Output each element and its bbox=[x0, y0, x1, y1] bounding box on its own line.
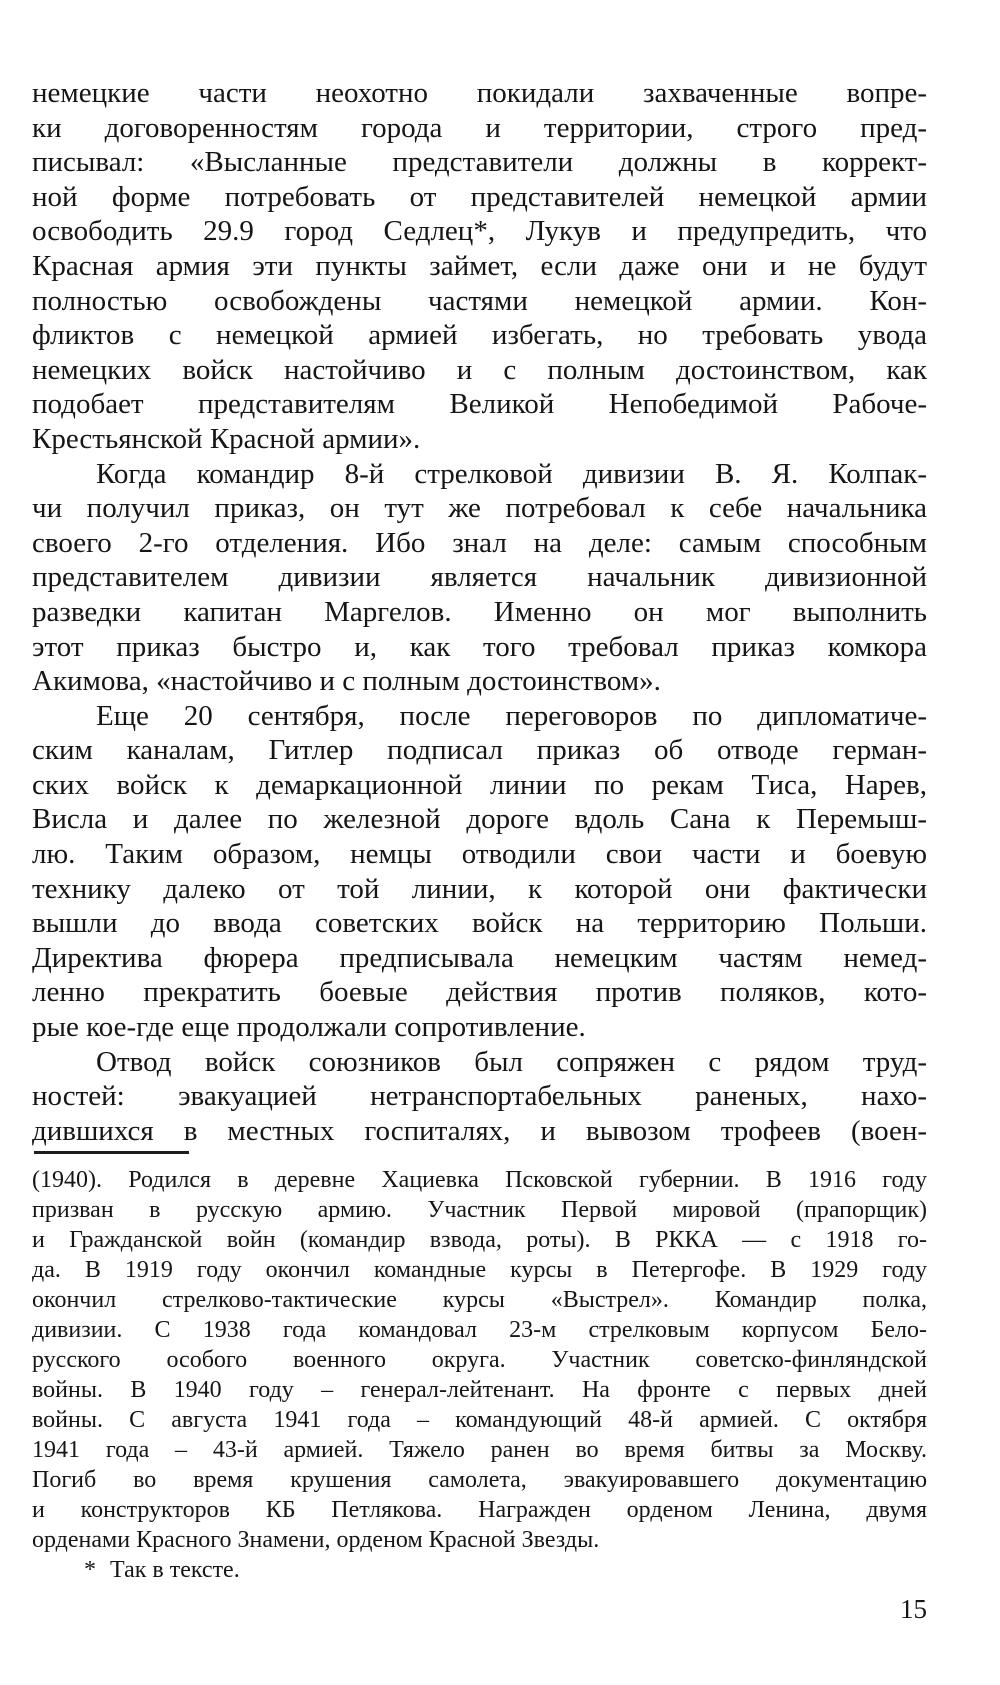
footnote-text bbox=[32, 1165, 927, 1585]
footnote-line: войны. С августа 1941 года – командующий 48-й армией. С октября bbox=[32, 1407, 927, 1433]
text-line: Директива фюрера предписывала немецким частям немед- bbox=[32, 941, 927, 974]
text-line: подобает представителям Великой Непобедимой Рабоче- bbox=[32, 388, 927, 421]
text-line: разведки капитан Маргелов. Именно он мог выполнить bbox=[32, 595, 927, 628]
paragraph bbox=[32, 1045, 927, 1149]
footnote-line: русского особого военного округа. Участник советско-финляндской bbox=[32, 1347, 927, 1373]
footnote-asterisk: * bbox=[84, 1557, 96, 1583]
text-line: Красная армия эти пункты займет, если даже они и не будут bbox=[32, 249, 927, 282]
text-line: дившихся в местных госпиталях, и вывозом трофеев (воен- bbox=[32, 1114, 927, 1147]
text-line: рые кое-где еще продолжали сопротивление. bbox=[32, 1011, 586, 1044]
text-line: Отвод войск союзников был сопряжен с рядом труд- bbox=[96, 1045, 927, 1078]
footnote-line: да. В 1919 году окончил командные курсы в Петергофе. В 1929 году bbox=[32, 1257, 927, 1283]
footnote-line: призван в русскую армию. Участник Первой мировой (прапорщик) bbox=[32, 1197, 927, 1223]
text-line: лю. Таким образом, немцы отводили свои части и боевую bbox=[32, 838, 927, 871]
text-line: Висла и далее по железной дороге вдоль Сана к Перемыш- bbox=[32, 803, 927, 836]
body-text bbox=[32, 76, 927, 1148]
footnote-line: и конструкторов КБ Петлякова. Награжден орденом Ленина, двумя bbox=[32, 1497, 927, 1523]
text-line: полностью освобождены частями немецкой армии. Кон- bbox=[32, 284, 927, 317]
text-line: своего 2-го отделения. Ибо знал на деле: самым способным bbox=[32, 526, 927, 559]
footnote-line: войны. В 1940 году – генерал-лейтенант. На фронте с первых дней bbox=[32, 1377, 927, 1403]
text-line: Когда командир 8-й стрелковой дивизии В. Я. Колпак- bbox=[96, 457, 927, 490]
text-line: вышли до ввода советских войск на территорию Польши. bbox=[32, 907, 927, 940]
text-line: ностей: эвакуацией нетранспортабельных раненых, нахо- bbox=[32, 1080, 927, 1113]
footnote-line: орденами Красного Знамени, орденом Красной Звезды. bbox=[32, 1527, 600, 1553]
text-line: фликтов с немецкой армией избегать, но требовать увода bbox=[32, 319, 927, 352]
footnote-line: окончил стрелково-тактические курсы «Выстрел». Командир полка, bbox=[32, 1287, 927, 1313]
text-line: технику далеко от той линии, к которой они фактически bbox=[32, 872, 927, 905]
text-line: ских войск к демаркационной линии по рекам Тиса, Нарев, bbox=[32, 768, 927, 801]
text-line: немецкие части неохотно покидали захваченные вопре- bbox=[32, 77, 927, 109]
paragraph bbox=[32, 699, 927, 1045]
footnote-line: дивизии. С 1938 года командовал 23-м стрелковым корпусом Бело- bbox=[32, 1317, 927, 1343]
text-line: чи получил приказ, он тут же потребовал к себе начальника bbox=[32, 492, 927, 525]
page-number: 15 bbox=[900, 1594, 927, 1624]
text-line: представителем дивизии является начальник дивизионной bbox=[32, 561, 927, 594]
text-line: ной форме потребовать от представителей немецкой армии bbox=[32, 180, 927, 213]
text-line: писывал: «Высланные представители должны в коррект- bbox=[32, 146, 927, 179]
footnote-note-text: Так в тексте. bbox=[110, 1557, 240, 1583]
footnote-note bbox=[32, 1555, 927, 1585]
text-line: Акимова, «настойчиво и с полным достоинством». bbox=[32, 665, 661, 698]
footnote-separator bbox=[34, 1151, 189, 1154]
text-line: Крестьянской Красной армии». bbox=[32, 422, 421, 455]
footnote-line: (1940). Родился в деревне Хациевка Псковской губернии. В 1916 году bbox=[32, 1167, 927, 1193]
paragraph bbox=[32, 457, 927, 699]
footnote-line: 1941 года – 43-й армией. Тяжело ранен во время битвы за Москву. bbox=[32, 1437, 927, 1463]
text-line: Еще 20 сентября, после переговоров по дипломатиче- bbox=[96, 699, 927, 732]
paragraph bbox=[32, 76, 927, 457]
text-line: этот приказ быстро и, как того требовал приказ комкора bbox=[32, 630, 927, 663]
text-line: освободить 29.9 город Седлец*, Лукув и предупредить, что bbox=[32, 215, 927, 248]
footnote-line: Погиб во время крушения самолета, эвакуировавшего документацию bbox=[32, 1467, 927, 1493]
text-line: немецких войск настойчиво и с полным достоинством, как bbox=[32, 353, 927, 386]
text-line: ским каналам, Гитлер подписал приказ об отводе герман- bbox=[32, 734, 927, 767]
footnote-line: и Гражданской войн (командир взвода, роты). В РККА — с 1918 го- bbox=[32, 1227, 927, 1253]
text-line: ки договоренностям города и территории, строго пред- bbox=[32, 111, 927, 144]
text-line: ленно прекратить боевые действия против поляков, кото- bbox=[32, 976, 927, 1009]
